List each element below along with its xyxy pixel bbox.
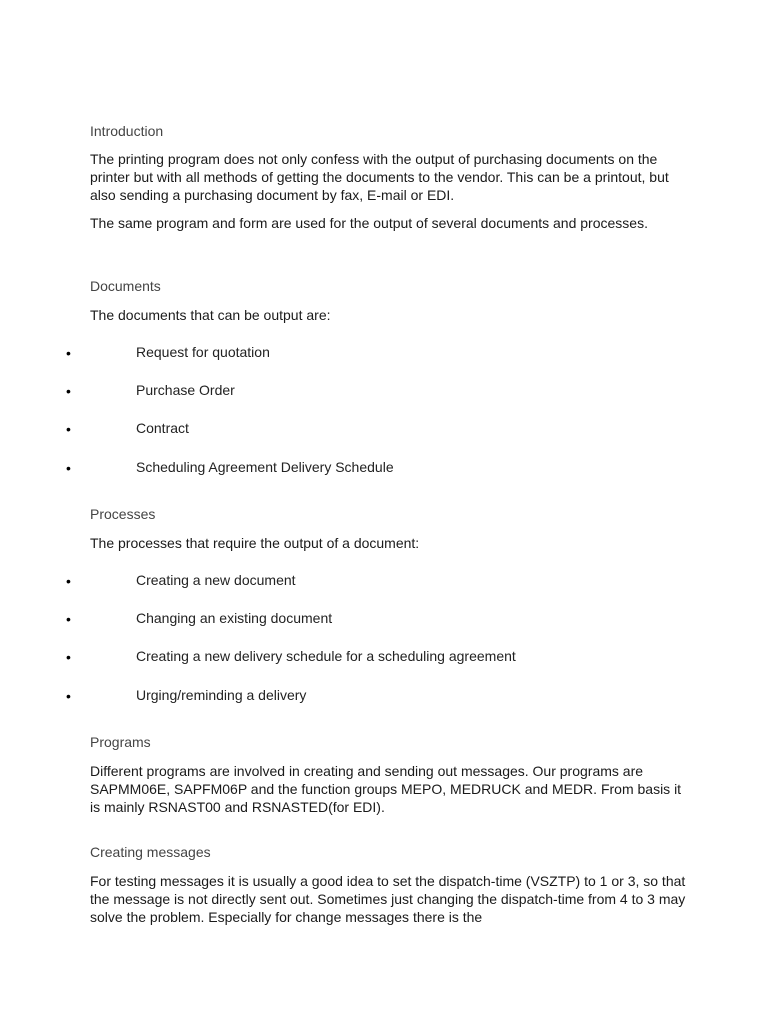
bullet: • (66, 345, 71, 361)
creating-messages-paragraph: For testing messages it is usually a good idea to set the dispatch-time (VSZTP) to 1 or 3, so that the message is not directly sent out. Sometimes just changing the dispatch-time from 4 to 3 may solve the problem. Especially for change messages there is the (90, 873, 686, 925)
processes-intro: The processes that require the output of a document: (90, 535, 420, 551)
bullet: • (66, 688, 71, 704)
intro-paragraph-1: The printing program does not only confess with the output of purchasing documents on the printer but with all methods of getting the documents to the vendor. This can be a printout, but also sending a purchasing document by fax, E-mail or EDI. (90, 151, 669, 203)
bullet: • (66, 383, 71, 399)
list-item: Creating a new document (136, 572, 296, 588)
heading-creating-messages: Creating messages (90, 844, 211, 860)
heading-programs: Programs (90, 734, 151, 750)
documents-intro: The documents that can be output are: (90, 307, 331, 323)
programs-paragraph: Different programs are involved in creating and sending out messages. Our programs are SAPMM06E, SAPFM06P and the function groups MEPO, MEDRUCK and MEDR. From basis it is mainly RSNAST00 and RSNASTED(for EDI). (90, 763, 682, 815)
bullet: • (66, 573, 71, 589)
intro-paragraph-2: The same program and form are used for the output of several documents and processes. (90, 215, 648, 231)
heading-documents: Documents (90, 278, 161, 294)
list-item: Scheduling Agreement Delivery Schedule (136, 459, 394, 475)
list-item: Creating a new delivery schedule for a scheduling agreement (136, 648, 516, 664)
list-item: Request for quotation (136, 344, 270, 360)
list-item: Purchase Order (136, 382, 235, 398)
list-item: Changing an existing document (136, 610, 333, 626)
heading-processes: Processes (90, 506, 156, 522)
bullet: • (66, 649, 71, 665)
heading-introduction: Introduction (90, 123, 164, 139)
list-item: Contract (136, 420, 189, 436)
bullet: • (66, 460, 71, 476)
list-item: Urging/reminding a delivery (136, 687, 307, 703)
bullet: • (66, 611, 71, 627)
bullet: • (66, 421, 71, 437)
